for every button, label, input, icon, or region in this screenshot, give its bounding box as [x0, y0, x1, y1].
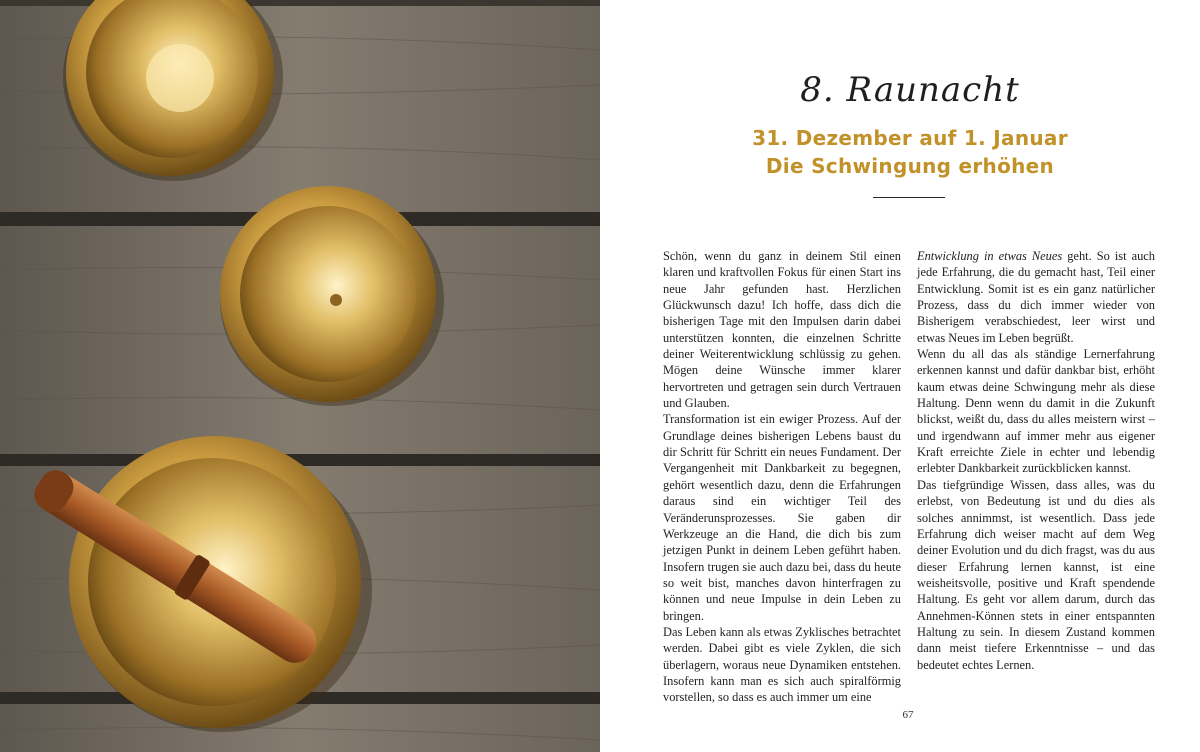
paragraph: Transformation ist ein ewiger Prozess. Auf der Grundlage deines bisherigen Lebens baust du dir Schritt für Schritt ein neues Fundament. Der Vergangenheit mit Dankbarkeit zu begegnen, gehört wesentlich dazu, denn die Erfahrungen daraus sind ein wichtiger Teil des Veränderunsprozesses. Sie gaben dir Werkzeuge an die Hand, die dich bis zum jetzigen Punkt in deinem Leben geführt haben. Insofern trugen sie auch dazu bei, dass du heute so weit bist, manches davon hinterfragen zu können und neue Impulse in dein Leben zu bringen. [663, 412, 901, 623]
text-column-left [663, 248, 901, 706]
text-column-right [917, 248, 1155, 673]
paragraph [917, 248, 1155, 346]
text-page [600, 0, 1200, 752]
paragraph: Schön, wenn du ganz in deinem Stil einen klaren und kraftvollen Fokus für einen Start ins neue Jahr gefunden hast. Herzlichen Glückwunsch dazu! Ich hoffe, dass dich die bisherigen Tage mit den Impulsen darin dabei unterstützen konnten, die einzelnen Schritte deiner Weiterentwicklung schlüssig zu gehen. Mögen deine Wünsche immer klarer hervortreten und getragen sein durch Vertrauen und Glauben. [663, 249, 901, 411]
emphasis-text: Entwicklung in etwas Neues [917, 249, 1063, 263]
page-number: 67 [902, 709, 914, 721]
theme-subtitle: Die Schwingung erhöhen [765, 154, 1055, 178]
paragraph: Das Leben kann als etwas Zyklisches betrachtet werden. Dabei gibt es viele Zyklen, die sich überlagern, woraus neue Dynamiken entstehen. Insofern kann man es sich auch spiralförmig vorstellen, so dass es auch immer um eine [663, 624, 901, 705]
paragraph: Wenn du all das als ständige Lernerfahrung erkennen kannst und dafür dankbar bist, erhöht kaum etwas deine Schwingung mehr als diese Haltung. Denn wenn du damit in die Zukunft blickst, weißt du, dass du alles meistern wirst – und irgendwann auf immer mehr aus eigener Kraft erreichte Ziele in echter und lebendig erlebter Dankbarkeit zurückblicken kannst. [917, 347, 1155, 476]
paragraph: Das tiefgründige Wissen, dass alles, was du erlebst, von Bedeutung ist und du dies als solches annimmst, ist wesentlich. Dass jede Erfahrung dich weiser macht auf dem Weg deiner Evolution und du dich fragst, was du aus dieser Erfahrung lernen kannst, ist eine weisheitsvolle, positive und Kraft spendende Haltung. Es geht vor allem darum, durch das Annehmen-Können stets in einer entspannten Haltung zu sein. In diesem Zustand kommen dann meist tiefere Erkenntnisse – und das bedeutet echtes Lernen. [917, 477, 1155, 672]
paragraph-continuation: geht. So ist auch jede Erfahrung, die du gemacht hast, Teil einer Entwicklung. Somit ist es ein ganz natürlicher Prozess, dass du dich immer wieder von Bisherigem verabschiedest, leer wirst und etwas Neues im Leben begrüßt. [917, 249, 1155, 345]
chapter-title: 8. Raunacht [800, 70, 1020, 110]
title-divider [873, 197, 945, 198]
date-subtitle: 31. Dezember auf 1. Januar [752, 126, 1068, 150]
